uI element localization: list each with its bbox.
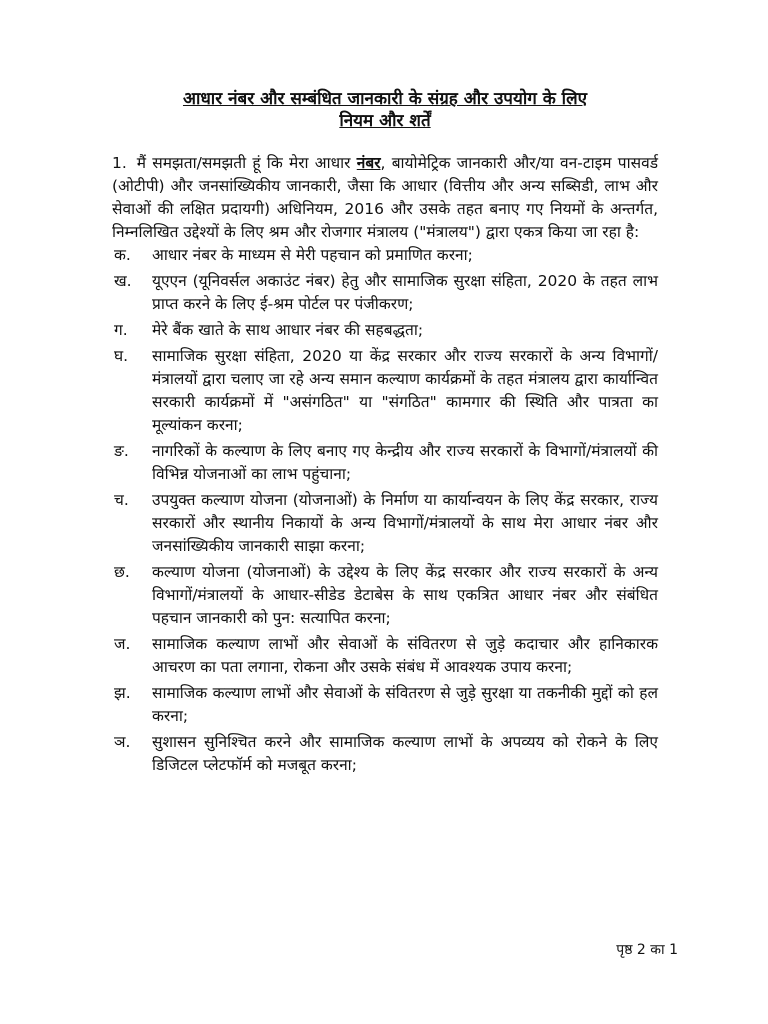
- intro-paragraph: [112, 152, 658, 244]
- list-item: [112, 244, 658, 267]
- list-item-text: सामाजिक सुरक्षा संहिता, 2020 या केंद्र सरकार और राज्य सरकारों के अन्य विभागों/मंत्रालयों द्वारा चलाए जा रहे अन्य समान कल्याण कार्यक्रमों के तहत मंत्रालय द्वारा कार्यान्वित सरकारी कार्यक्रमों में "असंगठित" या "संगठित" कामगार की स्थिति और पात्रता का मूल्यांकन करना;: [152, 347, 658, 434]
- list-item-marker: ङ.: [114, 442, 129, 460]
- list-item-marker: क.: [114, 246, 131, 264]
- title-line-1: आधार नंबर और सम्बंधित जानकारी के संग्रह और उपयोग के लिए: [182, 89, 588, 109]
- document-title: [112, 88, 658, 132]
- list-item: [112, 731, 658, 777]
- list-item-text: उपयुक्त कल्याण योजना (योजनाओं) के निर्माण या कार्यान्वयन के लिए केंद्र सरकार, राज्य सरकारों और स्थानीय निकायों के अन्य विभागों/मंत्रालयों के साथ मेरा आधार नंबर और जनसांख्यिकीय जानकारी साझा करना;: [152, 491, 658, 555]
- list-item: [112, 319, 658, 342]
- list-item: [112, 489, 658, 558]
- intro-text-before: मैं समझता/समझती हूं कि मेरा आधार: [136, 154, 351, 172]
- list-item-text: कल्याण योजना (योजनाओं) के उद्देश्य के लिए केंद्र सरकार और राज्य सरकारों के अन्य विभागों/मंत्रालयों के आधार-सीडेड डेटाबेस के साथ एकत्रित आधार नंबर और संबंधित पहचान जानकारी को पुन: सत्यापित करना;: [152, 563, 658, 627]
- intro-highlight: नंबर: [356, 154, 381, 172]
- list-item: [112, 270, 658, 316]
- list-item: [112, 561, 658, 630]
- list-item-text: आधार नंबर के माध्यम से मेरी पहचान को प्रमाणित करना;: [152, 246, 473, 264]
- list-item-marker: छ.: [114, 563, 130, 581]
- intro-number: 1.: [112, 154, 127, 172]
- list-item-marker: घ.: [114, 347, 129, 365]
- list-item-marker: ख.: [114, 272, 132, 290]
- list-item-text: सामाजिक कल्याण लाभों और सेवाओं के संवितरण से जुड़े सुरक्षा या तकनीकी मुद्दों को हल करना;: [152, 684, 658, 725]
- purpose-list: [112, 244, 658, 777]
- list-item-text: नागरिकों के कल्याण के लिए बनाए गए केन्द्रीय और राज्य सरकारों के विभागों/मंत्रालयों की विभिन्न योजनाओं का लाभ पहुंचाना;: [152, 442, 658, 483]
- list-item-text: सुशासन सुनिश्चित करने और सामाजिक कल्याण लाभों के अपव्यय को रोकने के लिए डिजिटल प्लेटफॉर्म को मजबूत करना;: [152, 733, 658, 774]
- list-item-marker: ज.: [114, 635, 131, 653]
- list-item: [112, 345, 658, 437]
- list-item-marker: झ.: [114, 684, 131, 702]
- list-item-marker: ञ.: [114, 733, 131, 751]
- list-item-text: सामाजिक कल्याण लाभों और सेवाओं के संवितरण से जुड़े कदाचार और हानिकारक आचरण का पता लगाना, रोकना और उसके संबंध में आवश्यक उपाय करना;: [152, 635, 658, 676]
- page-number: पृष्ठ 2 का 1: [616, 942, 678, 958]
- list-item-marker: च.: [114, 491, 129, 509]
- title-line-2: नियम और शर्तें: [339, 111, 431, 131]
- list-item: [112, 440, 658, 486]
- list-item: [112, 633, 658, 679]
- list-item-text: यूएएन (यूनिवर्सल अकाउंट नंबर) हेतु और सामाजिक सुरक्षा संहिता, 2020 के तहत लाभ प्राप्त करने के लिए ई-श्रम पोर्टल पर पंजीकरण;: [152, 272, 658, 313]
- intro-text-after: , बायोमेट्रिक जानकारी और/या वन-टाइम पासवर्ड (ओटीपी) और जनसांख्यिकीय जानकारी, जैसा कि आधार (वित्तीय और अन्य सब्सिडी, लाभ और सेवाओं की लक्षित प्रदायगी) अधिनियम, 2016 और उसके तहत बनाए गए नियमों के अन्तर्गत, निम्नलिखित उद्देश्यों के लिए श्रम और रोजगार मंत्रालय ("मंत्रालय") द्वारा एकत्र किया जा रहा है:: [112, 154, 658, 241]
- list-item: [112, 682, 658, 728]
- list-item-text: मेरे बैंक खाते के साथ आधार नंबर की सहबद्धता;: [152, 321, 424, 339]
- list-item-marker: ग.: [114, 321, 128, 339]
